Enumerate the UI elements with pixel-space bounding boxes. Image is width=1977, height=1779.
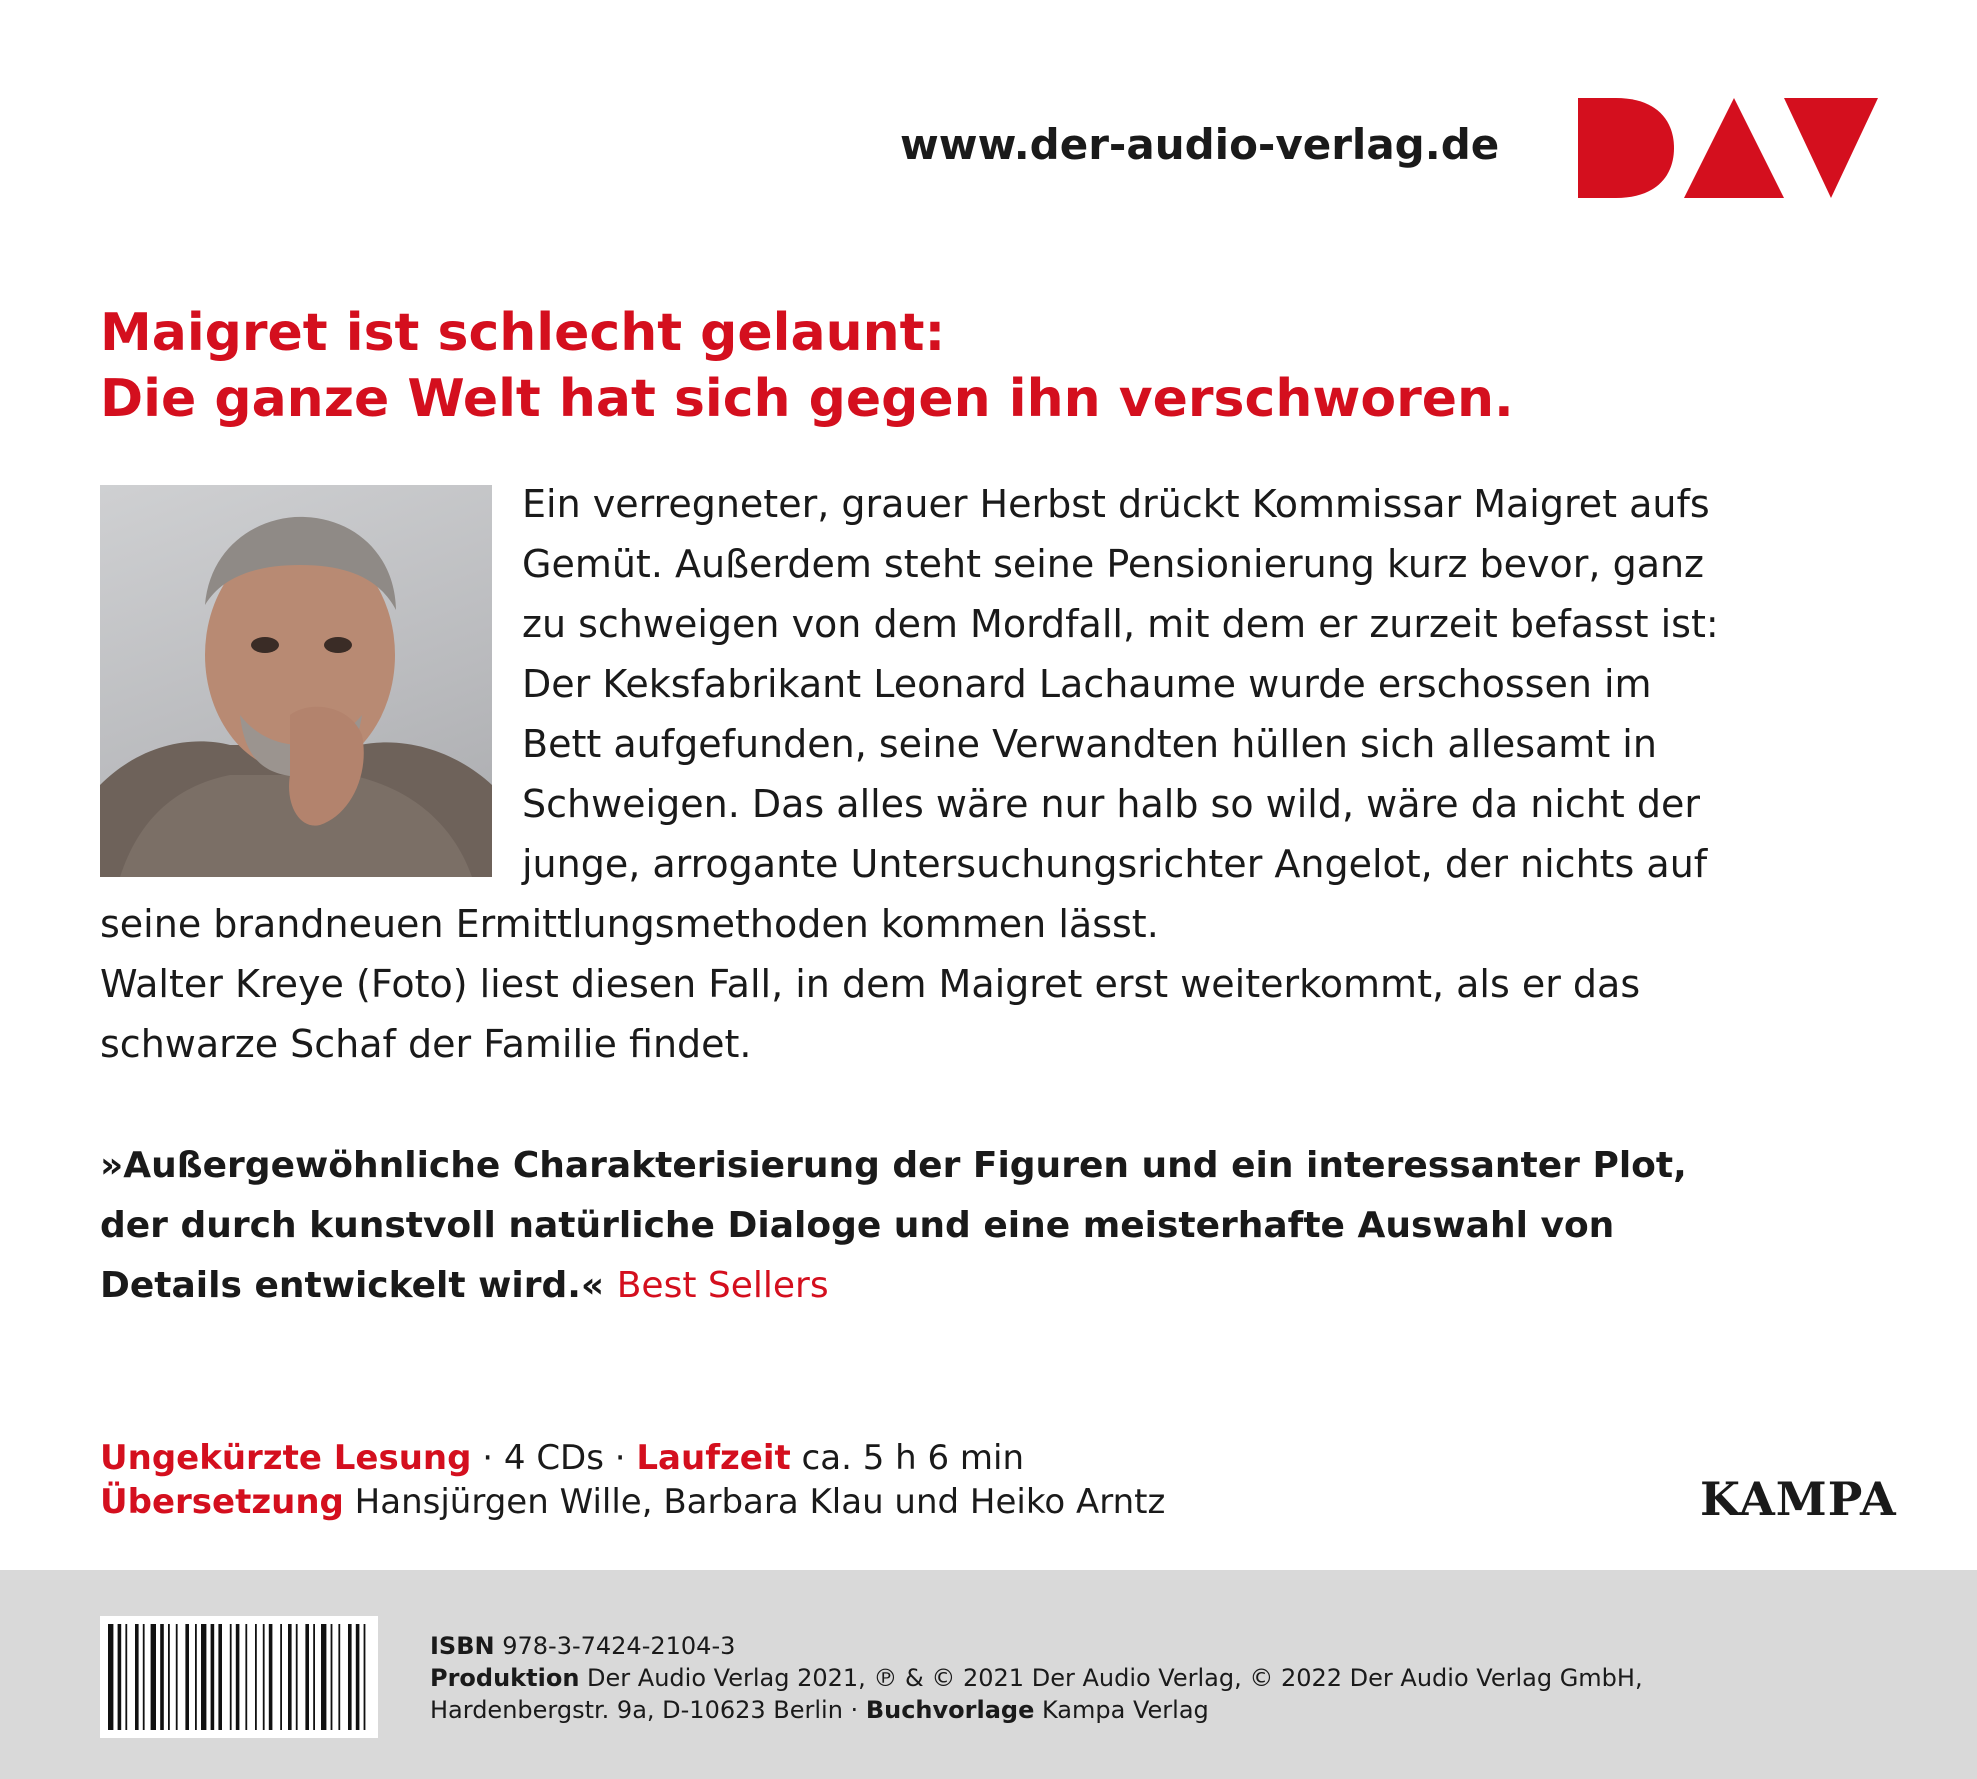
cd-count: · 4 CDs · bbox=[471, 1438, 637, 1478]
barcode-bar bbox=[255, 1624, 257, 1730]
isbn-label: ISBN bbox=[430, 1632, 495, 1660]
produktion-value: Der Audio Verlag 2021, ℗ & © 2021 Der Audio Verlag, © 2022 Der Audio Verlag GmbH, bbox=[579, 1664, 1643, 1692]
address-value: Hardenbergstr. 9a, D-10623 Berlin · bbox=[430, 1696, 866, 1724]
barcode-bar bbox=[195, 1624, 197, 1730]
barcode-bar bbox=[201, 1624, 206, 1730]
barcode-bar bbox=[211, 1624, 215, 1730]
barcode-bar bbox=[331, 1624, 333, 1730]
barcode-bar bbox=[218, 1624, 222, 1730]
barcode-bar bbox=[168, 1624, 170, 1730]
review-quote bbox=[100, 1136, 1687, 1316]
description-line: Bett aufgefunden, seine Verwandten hüllen sich allesamt in bbox=[522, 722, 1657, 766]
quote-line-3 bbox=[100, 1256, 1687, 1316]
description-line: Walter Kreye (Foto) liest diesen Fall, in dem Maigret erst weiterkommt, als er das bbox=[100, 962, 1641, 1006]
headline-line-2: Die ganze Welt hat sich gegen ihn verschworen. bbox=[100, 369, 1514, 429]
headline-line-1: Maigret ist schlecht gelaunt: bbox=[100, 303, 946, 363]
address-line bbox=[430, 1694, 1643, 1726]
quote-line-1: »Außergewöhnliche Charakterisierung der Figuren und ein interessanter Plot, bbox=[100, 1145, 1687, 1186]
description-line: Der Keksfabrikant Leonard Lachaume wurde erschossen im bbox=[522, 662, 1652, 706]
info-line-2 bbox=[100, 1480, 1165, 1524]
uebersetzung-value: Hansjürgen Wille, Barbara Klau und Heiko Arntz bbox=[343, 1482, 1166, 1522]
barcode-bar bbox=[364, 1624, 366, 1730]
barcode bbox=[100, 1616, 378, 1738]
laufzeit-label: Laufzeit bbox=[636, 1438, 791, 1478]
description bbox=[100, 474, 1719, 1074]
barcode-bar bbox=[160, 1624, 164, 1730]
produktion-label: Produktion bbox=[430, 1664, 580, 1692]
barcode-bar bbox=[348, 1624, 352, 1730]
description-line: schwarze Schaf der Familie findet. bbox=[100, 1022, 752, 1066]
uebersetzung-label: Übersetzung bbox=[100, 1482, 344, 1522]
description-line: junge, arrogante Untersuchungsrichter Angelot, der nichts auf bbox=[522, 842, 1708, 886]
kampa-logo: KAMPA bbox=[1700, 1472, 1897, 1526]
barcode-bar bbox=[313, 1624, 315, 1730]
product-info bbox=[100, 1436, 1165, 1524]
isbn-line bbox=[430, 1630, 1643, 1662]
produktion-line bbox=[430, 1662, 1643, 1694]
info-line-1 bbox=[100, 1436, 1165, 1480]
barcode-bar bbox=[135, 1624, 139, 1730]
barcode-bar bbox=[108, 1624, 113, 1730]
barcode-bar bbox=[296, 1624, 298, 1730]
buchvorlage-label: Buchvorlage bbox=[865, 1696, 1035, 1724]
quote-source: Best Sellers bbox=[616, 1265, 829, 1306]
description-line: zu schweigen von dem Mordfall, mit dem er zurzeit befasst ist: bbox=[522, 602, 1719, 646]
publisher-url: www.der-audio-verlag.de bbox=[900, 120, 1500, 169]
barcode-bar bbox=[269, 1624, 273, 1730]
lesung-label: Ungekürzte Lesung bbox=[100, 1438, 472, 1478]
quote-line-3-text: Details entwickelt wird.« bbox=[100, 1265, 605, 1306]
barcode-bar bbox=[118, 1624, 122, 1730]
barcode-bar bbox=[125, 1624, 127, 1730]
barcode-bar bbox=[230, 1624, 232, 1730]
barcode-bar bbox=[245, 1624, 247, 1730]
description-line: seine brandneuen Ermittlungsmethoden kommen lässt. bbox=[100, 902, 1159, 946]
barcode-bar bbox=[176, 1624, 178, 1730]
description-line: Gemüt. Außerdem steht seine Pensionierung kurz bevor, ganz bbox=[522, 542, 1705, 586]
barcode-bar bbox=[305, 1624, 309, 1730]
barcode-bar bbox=[236, 1624, 240, 1730]
barcode-bar bbox=[338, 1624, 340, 1730]
quote-line-2: der durch kunstvoll natürliche Dialoge und eine meisterhafte Auswahl von bbox=[100, 1205, 1615, 1246]
barcode-bar bbox=[280, 1624, 282, 1730]
legal-info bbox=[430, 1630, 1643, 1726]
barcode-bar bbox=[151, 1624, 156, 1730]
headline bbox=[100, 300, 1514, 432]
description-line: Ein verregneter, grauer Herbst drückt Kommissar Maigret aufs bbox=[522, 482, 1710, 526]
description-line: Schweigen. Das alles wäre nur halb so wild, wäre da nicht der bbox=[522, 782, 1700, 826]
dav-logo bbox=[1578, 98, 1878, 198]
isbn-value: 978-3-7424-2104-3 bbox=[494, 1632, 736, 1660]
barcode-bar bbox=[263, 1624, 265, 1730]
barcode-bar bbox=[356, 1624, 360, 1730]
laufzeit-value: ca. 5 h 6 min bbox=[790, 1438, 1025, 1478]
barcode-bar bbox=[321, 1624, 326, 1730]
barcode-bar bbox=[185, 1624, 189, 1730]
barcode-bar bbox=[143, 1624, 145, 1730]
buchvorlage-value: Kampa Verlag bbox=[1034, 1696, 1209, 1724]
barcode-bar bbox=[288, 1624, 292, 1730]
barcode-graphic bbox=[100, 1616, 378, 1738]
